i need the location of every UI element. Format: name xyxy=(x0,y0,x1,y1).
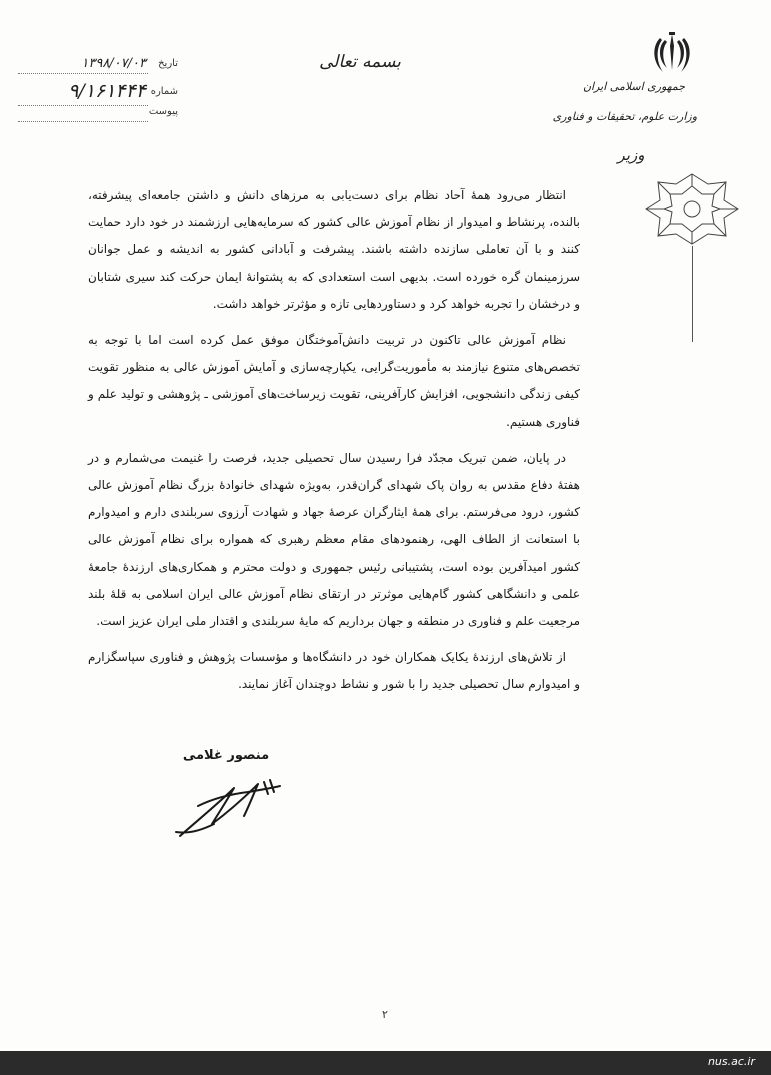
ornament-rosette-icon xyxy=(640,170,744,248)
attachment-field xyxy=(18,104,178,122)
handwritten-signature-icon xyxy=(168,772,292,844)
role-title: وزیر xyxy=(617,146,645,164)
body-paragraph-3: در پایان، ضمن تبریک مجدّد فرا رسیدن سال تحصیلی جدید، فرصت را غنیمت می‌شمارم و در هفتهٔ دفاع مقدس به روان پاک شهدای گران‌قدر، به‌ویژه شهدای خانوادهٔ بزرگ نظام آموزش عالی کشور، درود می‌فرستم. برای همهٔ ایثارگران عرصهٔ جهاد و شهادت آرزوی سربلندی دارم و امیدوارم با استعانت از الطاف الهی، رهنمودهای مقام معظم رهبری که همواره برای نظام آموزش عالی کشور امیدآفرین بوده است، پشتیبانی رئیس جمهوری و دولت محترم و همکاری‌های ارزندهٔ جامعهٔ علمی و دانشگاهی کشور گام‌هایی موثرتر در ارتقای نظام آموزش عالی ایران اسلامی به قلهٔ بلند مرجعیت علم و فناوری در منطقه و جهان برداریم که مایهٔ سربلندی و اقتدار ملی ایران عزیز است. xyxy=(88,450,580,629)
number-field xyxy=(18,80,178,106)
attachment-underline xyxy=(18,121,148,122)
footer-bar xyxy=(0,1051,771,1075)
ministry-name: وزارت علوم، تحقیقات و فناوری xyxy=(552,110,697,123)
republic-title: جمهوری اسلامی ایران xyxy=(582,80,685,93)
body-paragraph-2: نظام آموزش عالی تاکنون در تربیت دانش‌آموختگان موفق عمل کرده است اما با توجه به تخصص‌های متنوع نیازمند به مأموریت‌گرایی، یکپارچه‌سازی و آمایش آموزش عالی به منظور تقویت کیفی زندگی دانشجویی، افزایش کارآفرینی، تقویت زیرساخت‌های آموزشی ـ پژوهشی و تولید علم و فناوری هستیم. xyxy=(88,333,580,429)
margin-rule xyxy=(692,246,693,342)
date-underline xyxy=(18,73,148,74)
letter-body xyxy=(88,182,580,708)
attachment-label: پیوست xyxy=(148,106,178,117)
date-label: تاریخ xyxy=(158,58,178,69)
page-number: ۲ xyxy=(382,1008,388,1021)
bismillah-heading: بسمه تعالی xyxy=(319,52,401,72)
iran-emblem-icon xyxy=(648,30,696,78)
site-watermark: nus.ac.ir xyxy=(707,1055,755,1068)
date-value: ۱۳۹۸/۰۷/۰۳ xyxy=(81,56,146,71)
number-label: شماره xyxy=(150,86,178,97)
body-paragraph-4: از تلاش‌های ارزندهٔ یکایک همکاران خود در دانشگاه‌ها و مؤسسات پژوهش و فناوری سپاسگزارم و امیدوارم سال تحصیلی جدید را با شور و نشاط دوچندان آغاز نمایند. xyxy=(88,650,580,692)
signer-name: منصور غلامی xyxy=(182,748,270,763)
number-value: ۹/۱۶۱۴۴۴ xyxy=(68,80,146,102)
date-field xyxy=(18,56,178,74)
body-paragraph-1: انتظار می‌رود همهٔ آحاد نظام برای دست‌یابی به مرزهای دانش و داشتن جامعه‌ای پیشرفته، بالنده، پرنشاط و امیدوار از نظام آموزش عالی کشور که سرمایه‌هایی ارزشمند در خود دارد حمایت کنند و با آن تعاملی سازنده داشته باشند. پیشرفت و آبادانی کشور به اندیشه و عمل جوانان سرزمینمان گره خورده است. بدیهی است استعدادی که به پشتوانهٔ ایمان حرکت کند سیری شتابان و درخشان را تجربه خواهد کرد و دستاوردهایی تازه و مؤثرتر خواهد داشت. xyxy=(88,188,580,311)
